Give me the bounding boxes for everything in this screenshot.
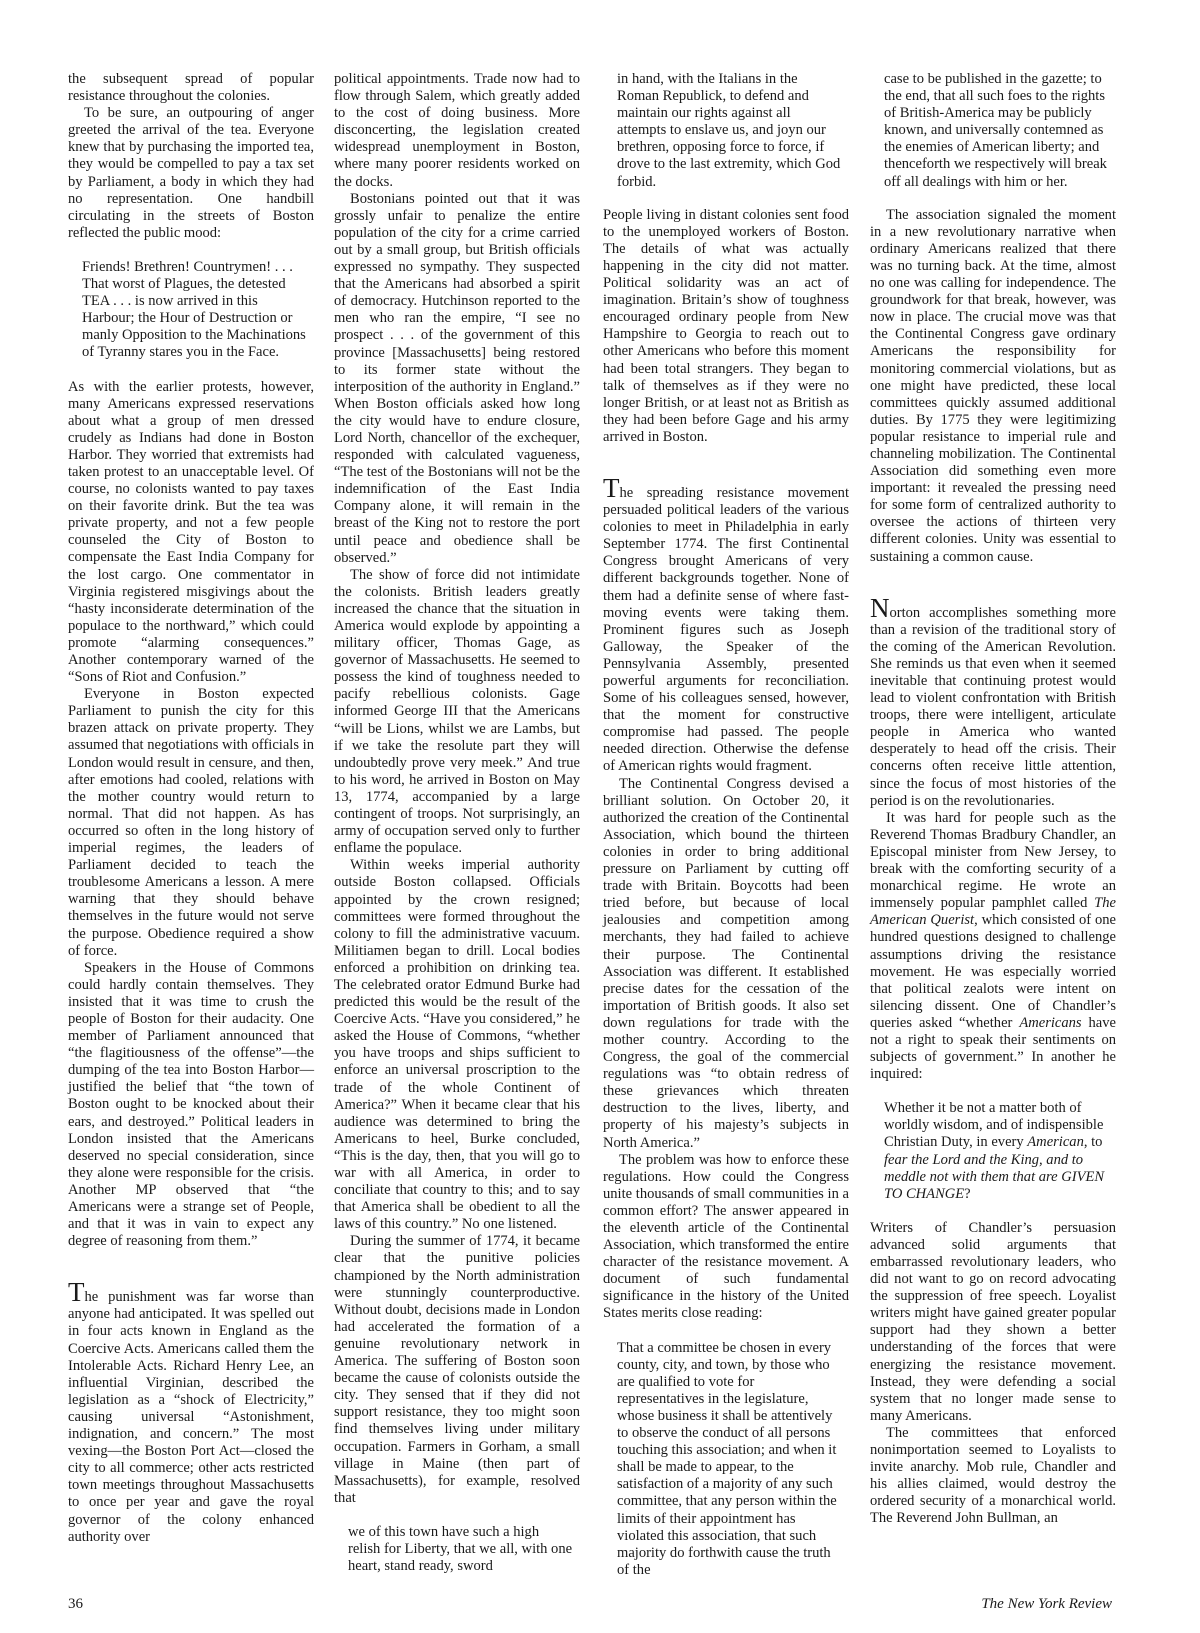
block-quote: Friends! Brethren! Countrymen! . . . That worst of Plagues, the detested TEA . . . is now arrived in this Harbour; the Hour of Destruction or manly Opposition to the Machinations of Tyranny stares you in the Face.: [82, 258, 306, 361]
paragraph: The association signaled the moment in a new revolutionary narrative when ordinary Americans realized that there was no turning back. At the time, almost no one was calling for independence. The groundwork for that break, however, was now in place. The crucial move was that the Continental Congress gave ordinary Americans the responsibility for monitoring commercial violations, but as one might have predicted, these local committees quickly assumed additional duties. By 1775 they were legitimizing popular resistance to imperial rule and channeling mobilization. The Continental Association did something even more important: it revealed the pressing need for some form of centralized authority to oversee the actions of thirteen very different colonies. Unity was essential to sustaining a common cause.: [870, 206, 1116, 565]
section-opening-paragraph: [68, 1277, 314, 1545]
text-column-1: [68, 71, 314, 1546]
paragraph: Writers of Chandler’s persuasion advanced solid arguments that embarrassed revolutionary leaders, who did not want to go on record advocating the suppression of free speech. Loyalist writers might have gained greater popular support had they shown a better understanding of the forces that were energizing the resistance movement. Instead, they were defending a social system that no longer made sense to many Americans.: [870, 1219, 1116, 1424]
paragraph: Speakers in the House of Commons could hardly contain themselves. They insisted that it was time to crush the people of Boston for their audacity. One member of Parliament announced that “the flagitiousness of the offense”—the dumping of the tea into Boston Harbor—justified the belief that “the town of Boston ought to be knocked about their ears, and destroyed.” Political leaders in London insisted that the Americans deserved no special consideration, since they alone were responsible for the crisis. Another MP observed that “the Americans were a strange set of People, and that it was in vain to expect any degree of reasoning from them.”: [68, 959, 314, 1250]
emphasis: American: [1027, 1134, 1084, 1151]
paragraph: During the summer of 1774, it became clear that the punitive policies championed by the North administration were stunningly counterproductive. Without doubt, decisions made in London had accelerated the formation of a genuine revolutionary network in America. The suffering of Boston soon became the cause of colonists outside the city. They sensed that if they did not support resistance, they too might soon find themselves living under military occupation. Farmers in Gorham, a small village in Maine (then part of Massachusetts), for example, resolved that: [334, 1233, 580, 1506]
paragraph: [870, 810, 1116, 1084]
text-column-3: [603, 71, 849, 1596]
paragraph: political appointments. Trade now had to flow through Salem, which greatly added to the cost of doing business. More disconcerting, the legislation created widespread unemployment in Boston, where many poorer residents worked on the docks.: [334, 71, 580, 190]
paragraph: People living in distant colonies sent food to the unemployed workers of Boston. The details of what was actually happening in the city did not matter. Political solidarity was an act of imagination. Britain’s show of toughness encouraged ordinary people from New Hampshire to Georgia to reach out to other Americans who before this moment had been total strangers. They began to talk of themselves as if they were no longer British, or at least not as British as they had been before Gage and his army arrived in Boston.: [603, 206, 849, 445]
paragraph: To be sure, an outpouring of anger greeted the arrival of the tea. Everyone knew that by purchasing the imported tea, they would be compelled to pay a tax set by Parliament, a body in which they had no representation. One handbill circulating in the streets of Boston reflected the public mood:: [68, 105, 314, 241]
section-opening-paragraph: [870, 592, 1116, 810]
paragraph: Everyone in Boston expected Parliament to punish the city for this brazen attack on private property. They assumed that negotiations with officials in London would result in censure, and then, after emotions had cooled, relations with the mother country would return to normal. That did not happen. As has occurred so often in the long history of imperial regimes, the leaders of Parliament decided to teach the troublesome Americans a lesson. A mere warning that they should behave themselves in the future would not serve the purpose. Obedience required a show of force.: [68, 686, 314, 959]
book-title: The American Querist: [870, 895, 1116, 929]
text-column-2: [334, 71, 580, 1592]
paragraph-text: It was hard for people such as the Reverend Thomas Bradbury Chandler, an Episcopal minister from New Jersey, to break with the comforting security of a monarchical regime. He wrote an immensely popular pamphlet called: [870, 809, 1116, 912]
block-quote: we of this town have such a high relish for Liberty, that we all, with one heart, stand ready, sword: [348, 1523, 573, 1575]
paragraph-text: he spreading resistance movement persuaded political leaders of the various colonies to meet in Philadelphia in early September 1774. The first Continental Congress brought Americans of very different backgrounds together. None of them had a definite sense of where fast-moving events were taking them. Prominent figures such as Joseph Galloway, the Speaker of the Pennsylvania Assembly, presented powerful arguments for reconciliation. Some of his colleagues sensed, however, that the moment for constructive compromise had passed. The people needed direction. Otherwise the defense of American rights would fragment.: [603, 484, 849, 775]
block-quote: That a committee be chosen in every county, city, and town, by those who are qualified to vote for representatives in the legislature, whose business it shall be attentively to observe the conduct of all persons touching this association; and when it shall be made to appear, to the satisfaction of a majority of any such committee, that any person within the limits of their appointment has violated this association, that such majority do forthwith cause the truth of the: [617, 1339, 837, 1578]
paragraph: The committees that enforced nonimportation seemed to Loyalists to invite anarchy. Mob rule, Chandler and his allies claimed, would destroy the ordered security of a monarchical world. The Reverend John Bullman, an: [870, 1424, 1116, 1527]
page-number: 36: [68, 1596, 83, 1612]
block-quote: [870, 1100, 1116, 1203]
paragraph: Bostonians pointed out that it was grossly unfair to penalize the entire population of the city for a crime carried out by a small group, but British officials expressed no sympathy. They suspected that the Americans had absorbed a spirit of democracy. Hutchinson reported to the men who ran the empire, “I see no prospect . . . of the government of this province [Massachusetts] being restored to its former state without the interposition of the authority in England.” When Boston officials asked how long the city would have to endure closure, Lord North, chancellor of the exchequer, responded with calculated vagueness, “The test of the Bostonians will not be the indemnification of the East India Company alone, it will remain in the breast of the King not to restore the port until peace and obedience shall be observed.”: [334, 190, 580, 566]
paragraph: As with the earlier protests, however, many Americans expressed reservations about what a group of men dressed crudely as Indians had done in Boston Harbor. They worried that extremists had taken protest to an unacceptable level. Of course, no colonists wanted to pay taxes on their favorite drink. But the tea was private property, and not a few people counseled the City of Boston to compensate the East India Company for the lost cargo. One commentator in Virginia registered misgivings about the “hasty inconsiderate determination of the populace to the northward,” which could promote “alarming consequences.” Another contemporary warned of the “Sons of Riot and Confusion.”: [68, 378, 314, 686]
drop-cap: T: [68, 1277, 85, 1308]
quote-text: , to: [1083, 1134, 1103, 1151]
paragraph-text: , which consisted of one hundred questions designed to challenge assumptions driving the resistance movement. He was especially worried that political zealots were intent on silencing dissent. One of Chandler’s queries asked “whether: [870, 912, 1116, 1031]
block-quote: in hand, with the Italians in the Roman Republick, to defend and maintain our rights against all attempts to enslave us, and joyn our brethren, opposing force to force, if drove to the last extremity, which God forbid.: [617, 71, 841, 190]
drop-cap: N: [870, 592, 890, 623]
section-opening-paragraph: [603, 472, 849, 776]
drop-cap: T: [603, 472, 620, 503]
paragraph-text: he punishment was far worse than anyone had anticipated. It was spelled out in four acts known in England as the Coercive Acts. Americans called them the Intolerable Acts. Richard Henry Lee, an influential Virginian, described the legislation as a “shock of Electricity,” causing universal “Astonishment, indignation, and concern.” The most vexing—the Boston Port Act—closed the city to all commerce; other acts restricted town meetings throughout Massachusetts to once per year and gave the royal governor of the colony enhanced authority over: [68, 1289, 314, 1545]
paragraph: The Continental Congress devised a brilliant solution. On October 20, it authorized the creation of the Continental Association, which bound the thirteen colonies in order to bring additional pressure on Parliament by cutting off trade with Britain. Boycotts had been tried before, but because of local jealousies and competition among merchants, they had failed to achieve their purpose. The Continental Association was different. It established precise dates for the cessation of the importation of British goods. It also set down regulations for trade with the mother country. According to the Congress, the goal of the commercial regulations was “to obtain redress of these grievances which threaten destruction to the lives, liberty, and property of his majesty’s subjects in North America.”: [603, 775, 849, 1151]
paragraph: Within weeks imperial authority outside Boston collapsed. Officials appointed by the crown resigned; committees were formed throughout the colony to fill the administrative vacuum. Militiamen began to drill. Local bodies enforced a prohibition on drinking tea. The celebrated orator Edmund Burke had predicted this would be the result of the Coercive Acts. “Have you considered,” he asked the House of Commons, “whether you have troops and ships sufficient to enforce an universal proscription to the trade of the whole Continent of America?” When it became clear that his audience was determined to bring the Americans to heel, Burke concluded, “This is the day, then, that you will go to war with all America, in order to conciliate that country to this; and to say that America shall be obedient to all the laws of this country.” No one listened.: [334, 857, 580, 1233]
text-column-4: [870, 71, 1116, 1528]
paragraph-text: have not a right to speak their sentiments on subjects of government.” In another he inquired:: [870, 1014, 1116, 1083]
paragraph: The problem was how to enforce these regulations. How could the Congress unite thousands of small communities in a common effort? The answer appeared in the eleventh article of the Continental Association, which transformed the entire character of the resistance movement. A document of such fundamental significance in the history of the United States merits close reading:: [603, 1151, 849, 1322]
publication-name: The New York Review: [981, 1596, 1112, 1612]
quote-text: Whether it be not a matter both of worldly wisdom, and of indispensible Christian Duty, in every: [884, 1100, 1104, 1151]
quote-text: ?: [964, 1185, 971, 1202]
emphasis: Americans: [1019, 1014, 1082, 1031]
paragraph: The show of force did not intimidate the colonists. British leaders greatly increased the chance that the situation in America would explode by appointing a military officer, Thomas Gage, as governor of Massachusetts. He seemed to possess the kind of toughness needed to pacify rebellious colonists. Gage informed George III that the Americans “will be Lions, whilst we are Lambs, but if we take the resolute part they will undoubtedly prove very meek.” And true to his word, he arrived in Boston on May 13, 1774, accompanied by a large contingent of troops. Not surprisingly, an army of occupation served only to further enflame the populace.: [334, 566, 580, 857]
emphasis: fear the Lord and the King, and to meddle not with them that are GIVEN TO CHANGE: [884, 1151, 1105, 1202]
paragraph-text: orton accomplishes something more than a revision of the traditional story of the coming of the American Revolution. She reminds us that even when it seemed inevitable that continuing protest would lead to violent confrontation with British troops, there were intelligent, articulate people in America who wanted desperately to head off the crisis. Their concerns often receive little attention, since the focus of most histories of the period is on the revolutionaries.: [870, 604, 1116, 809]
block-quote: case to be published in the gazette; to the end, that all such foes to the rights of British-America may be publicly known, and universally contemned as the enemies of American liberty; and thenceforth we respectively will break off all dealings with him or her.: [884, 71, 1107, 190]
paragraph: the subsequent spread of popular resistance throughout the colonies.: [68, 71, 314, 105]
